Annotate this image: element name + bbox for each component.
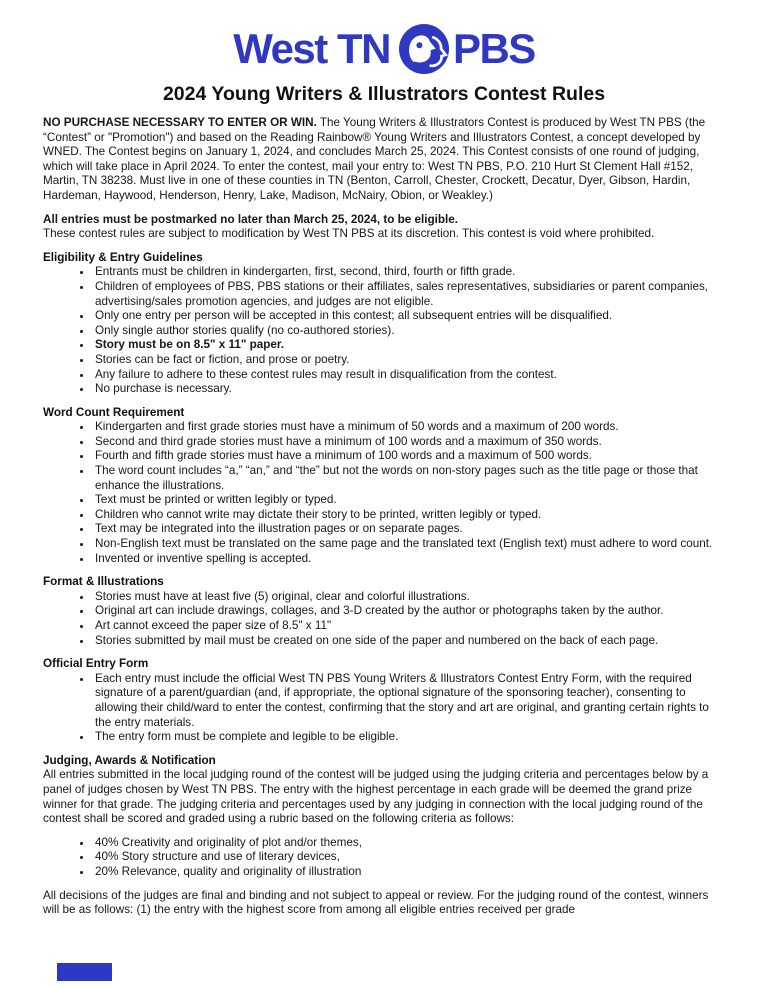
section-heading-format: Format & Illustrations [43,575,164,589]
bullet-item: • Art cannot exceed the paper size of 8.5" x 11" [93,619,725,634]
entry-form-list [43,672,725,745]
bullet-item: • Text may be integrated into the illustration pages or on separate pages. [93,522,725,537]
rules-modification-line: These contest rules are subject to modification by West TN PBS at its discretion. This contest is void where prohibited. [43,227,655,241]
format-list [43,590,725,648]
intro-paragraph-text: The Young Writers & Illustrators Contest is produced by West TN PBS (the “Contest” or "Promotion") and based on the Reading Rainbow® Young Writers and Illustrators Contest, a concept developed by WNED. The Contest begins on January 1, 2024, and concludes March 25, 2024. This Contest consists of one round of judging, which will take place in April 2024. To enter the contest, mail your entry to: West TN PBS, P.O. 210 Hurt St Clement Hall #152, Martin, TN 38238. Must live in one of these counties in TN (Benton, Carroll, Chester, Crockett, Decatur, Dyer, Gibson, Hardin, Hardeman, Haywood, Henderson, Henry, Lake, Madison, McNairy, Obion, or Weakley.) [43,116,706,202]
bullet-item: • Each entry must include the official West TN PBS Young Writers & Illustrators Contest Entry Form, with the required signature of a parent/guardian (and, if appropriate, the optional signature of the sponsoring teacher), consenting to allowing their child/ward to enter the contest, confirming that the story and art are original, and granting certain rights to the entry materials. [93,672,725,730]
pbs-logo [399,24,535,74]
no-purchase-notice: NO PURCHASE NECESSARY TO ENTER OR WIN. [43,116,317,129]
section-heading-eligibility: Eligibility & Entry Guidelines [43,250,203,264]
bullet-item: • The word count includes “a,” “an,” and “the” but not the words on non-story pages such as the title page or those that enhance the illustrations. [93,464,725,493]
bullet-item: • Original art can include drawings, collages, and 3-D created by the author or photographs taken by the author. [93,604,725,619]
judging-closing-paragraph: All decisions of the judges are final and binding and not subject to appeal or review. For the judging round of the contest, winners will be as follows: (1) the entry with the highest score from among all eligible entries received per grade [43,888,709,917]
bullet-item: • Entrants must be children in kindergarten, first, second, third, fourth or fifth grade. [93,265,725,280]
section-heading-word-count: Word Count Requirement [43,405,185,419]
bullet-item: • 40% Story structure and use of literary devices, [93,850,725,865]
intro-paragraph [43,116,725,204]
bullet-item: • Stories can be fact or fiction, and prose or poetry. [93,353,725,368]
bullet-item: • The entry form must be complete and legible to be eligible. [93,730,725,745]
pbs-circle-icon [399,24,449,74]
eligibility-list [43,265,725,396]
bullet-item: • 20% Relevance, quality and originality of illustration [93,865,725,880]
bullet-item: • 40% Creativity and originality of plot and/or themes, [93,836,725,851]
bullet-item-paper-size: • Story must be on 8.5" x 11" paper. [93,338,725,353]
bullet-item: • Kindergarten and first grade stories must have a minimum of 50 words and a maximum of 200 words. [93,420,725,435]
west-tn-pbs-logo [43,24,725,74]
page-title: 2024 Young Writers & Illustrators Contest Rules [162,83,606,105]
section-heading-judging: Judging, Awards & Notification [43,753,216,767]
pbs-logo-text: PBS [452,25,535,72]
bullet-item: • Non-English text must be translated on the same page and the translated text (English text) must adhere to word count. [93,537,725,552]
west-tn-logo-text: West TN [233,25,390,72]
bullet-item: • Fourth and fifth grade stories must have a minimum of 100 words and a maximum of 500 words. [93,449,725,464]
bullet-item: • No purchase is necessary. [93,382,725,397]
section-heading-entry-form: Official Entry Form [43,657,149,671]
bullet-item: • Stories submitted by mail must be created on one side of the paper and numbered on the back of each page. [93,634,725,649]
bullet-item: • Stories must have at least five (5) original, clear and colorful illustrations. [93,590,725,605]
bullet-item: • Children of employees of PBS, PBS stations or their affiliates, sales representatives, subsidiaries or parent companies, advertising/sales promotion agencies, and judges are not eligible. [93,280,725,309]
word-count-list [43,420,725,566]
judging-criteria-list [43,836,725,880]
bullet-item: • Only single author stories qualify (no co-authored stories). [93,324,725,339]
bullet-item: • Any failure to adhere to these contest rules may result in disqualification from the contest. [93,368,725,383]
bullet-item: • Text must be printed or written legibly or typed. [93,493,725,508]
bullet-item: • Second and third grade stories must have a minimum of 100 words and a maximum of 350 words. [93,435,725,450]
judging-intro-paragraph: All entries submitted in the local judging round of the contest will be judged using the judging criteria and percentages below by a panel of judges chosen by West TN PBS. The entry with the highest percentage in each grade will be deemed the grand prize winner for that grade. The judging criteria and percentages used by any judging in connection with the local judging round of the contest shall be scored and graded using a rubric based on the following criteria as follows: [43,768,709,826]
bullet-item: • Only one entry per person will be accepted in this contest; all subsequent entries will be disqualified. [93,309,725,324]
footer-blue-bar [57,963,112,981]
bullet-item: • Children who cannot write may dictate their story to be printed, written legibly or typed. [93,508,725,523]
postmark-deadline-line: All entries must be postmarked no later than March 25, 2024, to be eligible. [43,212,459,226]
bullet-item: • Invented or inventive spelling is accepted. [93,552,725,567]
